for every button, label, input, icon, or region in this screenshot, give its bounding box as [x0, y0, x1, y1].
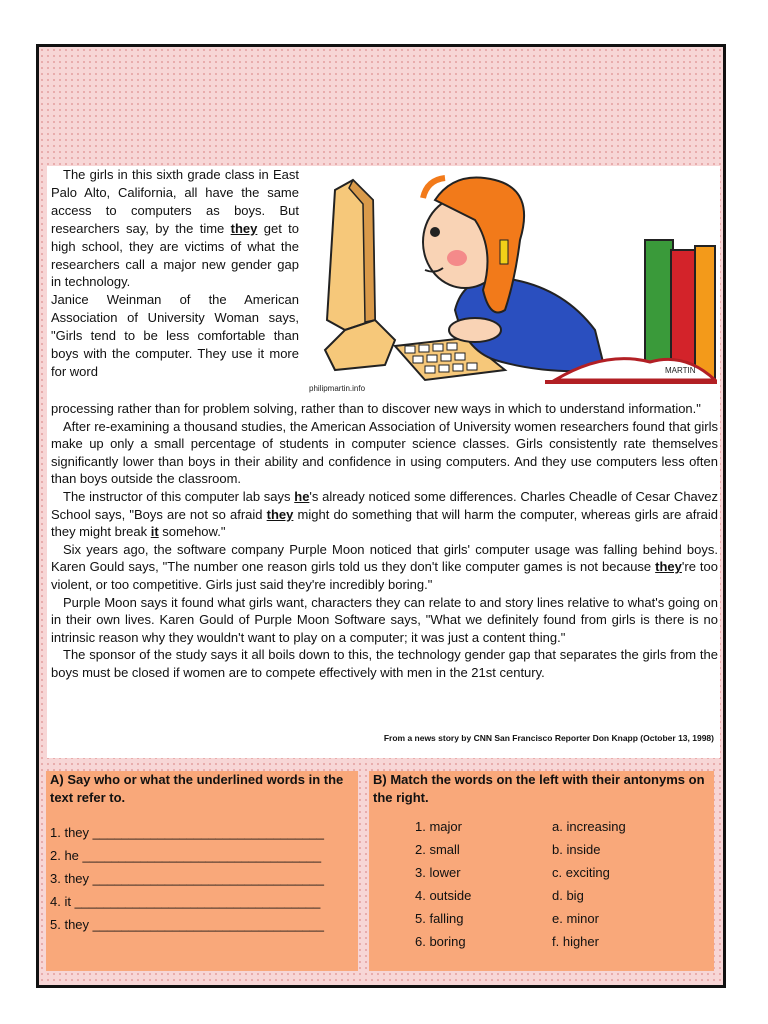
exercise-b-title: B) Match the words on the left with their antonyms on the right.	[373, 772, 705, 805]
exercise-a-box	[46, 771, 358, 971]
girl-at-computer-illustration	[305, 170, 717, 396]
right-word: c. exciting	[552, 865, 610, 880]
exercise-a-title: A) Say who or what the underlined words in the text refer to.	[50, 772, 344, 805]
underlined-word: he	[294, 488, 310, 504]
article-paragraph	[51, 646, 718, 681]
article-paragraph	[51, 488, 718, 541]
intro-paragraph	[51, 166, 299, 291]
article-paragraph	[51, 541, 718, 594]
left-word: 2. small	[415, 842, 460, 857]
exercise-a-item[interactable]: 4. it __________________________________	[50, 894, 321, 909]
exercise-a-item[interactable]: 3. they ________________________________	[50, 871, 324, 886]
intro-text	[51, 166, 299, 381]
text-run: After re-examining a thousand studies, the American Association of University women researchers found that girls make up only a small percentage of students in computer science classes. Girls consistently rate themselves significantly lower than boys in their ability and confidence in using computers. And they use computers less often than boys outside the classroom.	[51, 418, 718, 487]
right-word: a. increasing	[552, 819, 626, 834]
text-run: processing rather than for problem solving, rather than to discover new ways in which to understand information."	[51, 401, 701, 416]
book-label: MARTIN	[665, 366, 696, 375]
right-word: b. inside	[552, 842, 601, 857]
underlined-word: they	[266, 506, 294, 522]
text-run: 's already noticed some differences. Charles Cheadle of Cesar Chavez School says, "Boys are not so afraid	[51, 488, 719, 522]
underlined-word: they	[655, 559, 682, 575]
left-word: 3. lower	[415, 865, 461, 880]
illustration-credit: philipmartin.info	[309, 384, 366, 393]
right-word: f. higher	[552, 934, 599, 949]
left-word: 1. major	[415, 819, 462, 834]
text-run: 're too violent, or too competitive. Girls just said they're incredibly boring."	[51, 559, 718, 592]
text-run: somehow."	[158, 524, 226, 540]
right-word: d. big	[552, 888, 584, 903]
text-run: Six years ago, the software company Purple Moon noticed that girls' computer usage was falling behind boys. Karen Gould says, "The number one reason girls told us they don't like computer games is not because	[51, 541, 718, 575]
article-body	[51, 400, 718, 682]
underlined-word: it	[150, 524, 159, 540]
exercise-a-item[interactable]: 1. they ________________________________	[50, 825, 324, 840]
text-run: The instructor of this computer lab says	[63, 488, 295, 504]
left-word: 5. falling	[415, 911, 464, 926]
article-paragraph	[51, 400, 718, 418]
article-paragraph	[51, 418, 718, 488]
text-run: might do something that will harm the computer, whereas girls are afraid they might break	[51, 506, 718, 540]
article-paragraph	[51, 594, 718, 647]
left-word: 4. outside	[415, 888, 472, 903]
exercise-a-item[interactable]: 5. they ________________________________	[50, 917, 324, 932]
intro-paragraph-2: Janice Weinman of the American Association of University Woman says, "Girls tend to be less comfortable than boys with the computer. They use it more for word	[51, 292, 299, 379]
article	[47, 166, 720, 758]
right-word: e. minor	[552, 911, 599, 926]
exercise-a-item[interactable]: 2. he _________________________________	[50, 848, 322, 863]
underlined-word: they	[230, 220, 258, 236]
exercise-b-box	[369, 771, 714, 971]
text-run: The sponsor of the study says it all boils down to this, the technology gender gap that separates the girls from the boys must be closed if women are to compete effectively with men in the 21st century.	[51, 647, 718, 680]
text-run: The girls in this sixth grade class in East Palo Alto, California, all have the same access to computers as boys. But researchers say, by the time	[51, 167, 299, 236]
left-word: 6. boring	[415, 934, 466, 949]
text-run: get to high school, they are victims of what the researchers call a major new gender gap in technology.	[51, 220, 299, 290]
source-citation: From a news story by CNN San Francisco Reporter Don Knapp (October 13, 1998)	[383, 733, 714, 743]
text-run: Purple Moon says it found what girls want, characters they can relate to and story lines relative to what's going on in their own lives. Karen Gould of Purple Moon Software says, "What we definitely found from girls is there is no intrinsic reason why they wouldn't want to play on a computer; it was just a content thing."	[51, 594, 718, 645]
